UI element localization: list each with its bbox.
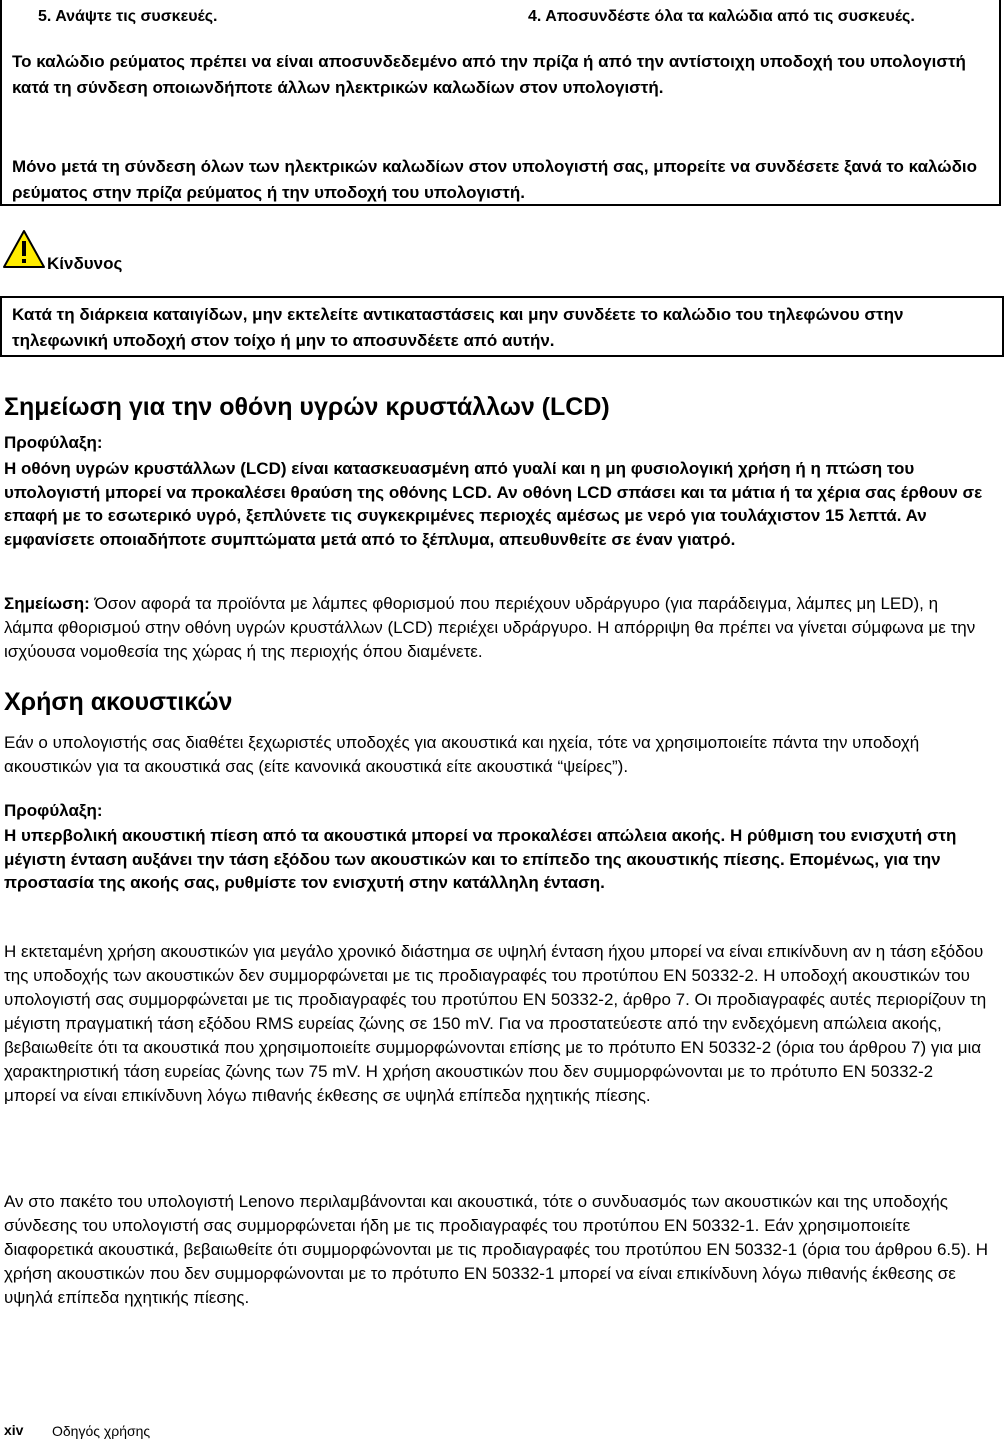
danger-label: Κίνδυνος <box>47 254 123 273</box>
lcd-note-label: Σημείωση: <box>4 594 90 613</box>
headphones-heading: Χρήση ακουστικών <box>4 688 233 716</box>
lcd-caution-text: Η οθόνη υγρών κρυστάλλων (LCD) είναι κατασκευασμένη από γυαλί και η μη φυσιολογική χρήση ή η πτώση του υπολογιστή μπορεί να προκαλέσει θραύση της οθόνης LCD. Αν οθόνη LCD σπάσει και τα μάτια ή τα χέρια σας έρθουν σε επαφή με το εσωτερικό υγρό, ξεπλύνετε τις συγκεκριμένες περιοχές αμέσως με νερό για τουλάχιστον 15 λεπτά. Αν εμφανίσετε οποιαδήποτε συμπτώματα μετά από το ξέπλυμα, απευθυνθείτε σε έναν γιατρό. <box>4 459 983 549</box>
headphones-intro: Εάν ο υπολογιστής σας διαθέτει ξεχωριστές υποδοχές για ακουστικά και ηχεία, τότε να χρησιμοποιείτε πάντα την υποδοχή ακουστικών για τα ακουστικά σας (είτε κανονικά ακουστικά είτε ακουστικά “ψείρες”). <box>4 733 920 776</box>
headphones-caution-label: Προφύλαξη: <box>4 801 103 820</box>
danger-text: Κατά τη διάρκεια καταιγίδων, μην εκτελείτε αντικαταστάσεις και μην συνδέετε το καλώδιο του τηλεφώνου στην τηλεφωνική υποδοχή στον τοίχο ή μην το αποσυνδέετε από αυτήν. <box>12 305 904 350</box>
power-cable-para-1: Το καλώδιο ρεύματος πρέπει να είναι αποσυνδεδεμένο από την πρίζα ή από την αντίστοιχη υποδοχή του υπολογιστή κατά τη σύνδεση οποιωνδήποτε άλλων ηλεκτρικών καλωδίων στον υπολογιστή. <box>12 52 966 97</box>
lcd-heading: Σημείωση για την οθόνη υγρών κρυστάλλων (LCD) <box>4 393 610 421</box>
headphones-para-2: Αν στο πακέτο του υπολογιστή Lenovo περιλαμβάνονται και ακουστικά, τότε ο συνδυασμός των ακουστικών και της υποδοχής σύνδεσης του υπολογιστή σας συμμορφώνεται ήδη με τις προδιαγραφές του προτύπου EN 50332-1. Εάν χρησιμοποιείτε διαφορετικά ακουστικά, βεβαιωθείτε ότι συμμορφώνονται με τις προδιαγραφές του προτύπου EN 50332-1 (όρια του άρθρου 6.5). Η χρήση ακουστικών που δεν συμμορφώνονται με το πρότυπο EN 50332-1 μπορεί να είναι επικίνδυνη λόγω πιθανής έκθεσης σε υψηλά επίπεδα ηχητικής πίεσης. <box>4 1192 988 1307</box>
danger-box <box>0 296 1004 357</box>
page-number: xiv <box>4 1422 24 1438</box>
lcd-caution-label: Προφύλαξη: <box>4 433 103 452</box>
power-cable-para-2: Μόνο μετά τη σύνδεση όλων των ηλεκτρικών καλωδίων στον υπολογιστή σας, μπορείτε να συνδέσετε ξανά το καλώδιο ρεύματος στην πρίζα ρεύματος ή την υποδοχή του υπολογιστή. <box>12 157 978 202</box>
power-cable-notice-box <box>0 0 1001 206</box>
step-4: 4. Αποσυνδέστε όλα τα καλώδια από τις συσκευές. <box>528 8 915 25</box>
lcd-note <box>4 592 989 664</box>
warning-triangle-icon <box>2 229 46 269</box>
headphones-caution-text: Η υπερβολική ακουστική πίεση από τα ακουστικά μπορεί να προκαλέσει απώλεια ακοής. Η ρύθμιση του ενισχυτή στη μέγιστη ένταση αυξάνει την τάση εξόδου των ακουστικών και το επίπεδο της ακουστικής πίεσης. Επομένως, για την προστασία της ακοής σας, ρυθμίστε τον ενισχυτή στην κατάλληλη ένταση. <box>4 826 957 892</box>
footer-doc-title: Οδηγός χρήσης <box>52 1423 151 1439</box>
lcd-note-text: Όσον αφορά τα προϊόντα με λάμπες φθορισμού που περιέχουν υδράργυρο (για παράδειγμα, λάμπες μη LED), η λάμπα φθορισμού στην οθόνη υγρών κρυστάλλων (LCD) περιέχει υδράργυρο. Η απόρριψη θα πρέπει να γίνεται σύμφωνα με την ισχύουσα νομοθεσία της χώρας ή της περιοχής όπου διαμένετε. <box>4 594 976 661</box>
step-5: 5. Ανάψτε τις συσκευές. <box>38 8 218 25</box>
headphones-para-1: Η εκτεταμένη χρήση ακουστικών για μεγάλο χρονικό διάστημα σε υψηλή ένταση ήχου μπορεί να είναι επικίνδυνη αν η τάση εξόδου της υποδοχής των ακουστικών δεν συμμορφώνεται με τις προδιαγραφές του προτύπου EN 50332-2. Η υποδοχή ακουστικών του υπολογιστή σας συμμορφώνεται με τις προδιαγραφές του προτύπου EN 50332-2, άρθρο 7. Οι προδιαγραφές αυτές περιορίζουν τη μέγιστη πραγματική τάση εξόδου RMS ευρείας ζώνης σε 150 mV. Για να προστατεύεστε από την ενδεχόμενη απώλεια ακοής, βεβαιωθείτε ότι τα ακουστικά που χρησιμοποιείτε συμμορφώνονται επίσης με το πρότυπο EN 50332-2 (όρια του άρθρου 7) για μια χαρακτηριστική τάση ευρείας ζώνης των 75 mV. Η χρήση ακουστικών που δεν συμμορφώνονται με το πρότυπο EN 50332-2 μπορεί να είναι επικίνδυνη λόγω πιθανής έκθεσης σε υψηλά επίπεδα ηχητικής πίεσης. <box>4 942 987 1105</box>
